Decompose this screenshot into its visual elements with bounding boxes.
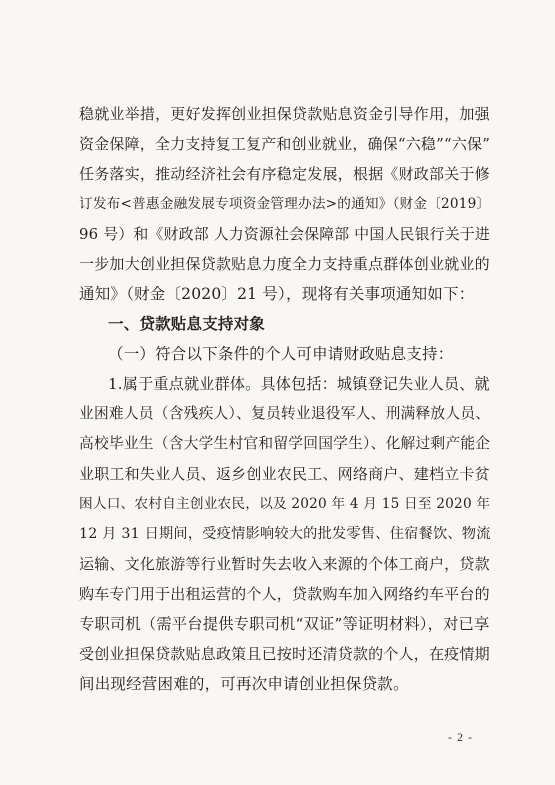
body-line: 间出现经营困难的，可再次申请创业担保贷款。 (79, 675, 409, 693)
subsection-heading: （一）符合以下条件的个人可申请财政贴息支持： (108, 345, 454, 363)
body-line: 稳就业举措，更好发挥创业担保贷款贴息资金引导作用，加强 (79, 105, 490, 123)
body-line: 订发布<普惠金融发展专项资金管理办法>的通知》（财金〔2019〕 (79, 196, 491, 212)
body-line: 96 号）和《财政部 人力资源社会保障部 中国人民银行关于进 (79, 225, 490, 243)
body-line: 12 月 31 日期间，受疫情影响较大的批发零售、住宿餐饮、物流 (79, 526, 491, 542)
body-line: 业职工和失业人员、返乡创业农民工、网络商户、建档立卡贫 (79, 465, 490, 483)
body-line: 1.属于重点就业群体。具体包括：城镇登记失业人员、就 (108, 375, 490, 393)
body-line: 一步加大创业担保贷款贴息力度全力支持重点群体创业就业的 (79, 255, 490, 273)
body-line: 通知》（财金〔2020〕21 号），现将有关事项通知如下： (79, 285, 475, 303)
body-line: 专职司机（需平台提供专职司机“双证”等证明材料），对已享 (79, 615, 490, 633)
body-line: 资金保障，全力支持复工复产和创业就业，确保“六稳”“六保” (79, 135, 491, 153)
body-line: 高校毕业生（含大学生村官和留学回国学生）、化解过剩产能企 (79, 435, 491, 452)
body-line: 受创业担保贷款贴息政策且已按时还清贷款的个人，在疫情期 (79, 645, 490, 663)
body-line: 困人口、农村自主创业农民，以及 2020 年 4 月 15 日至 2020 年 (79, 496, 491, 512)
body-line: 购车专门用于出租运营的个人，贷款购车加入网络约车平台的 (79, 585, 490, 603)
page-number: - 2 - (448, 730, 473, 744)
body-line: 业困难人员（含残疾人）、复员转业退役军人、刑满释放人员、 (79, 405, 491, 422)
section-heading: 一、贷款贴息支持对象 (108, 315, 266, 333)
body-line: 任务落实，推动经济社会有序稳定发展，根据《财政部关于修 (79, 165, 490, 183)
body-line: 运输、文化旅游等行业暂时失去收入来源的个体工商户，贷款 (79, 555, 490, 573)
